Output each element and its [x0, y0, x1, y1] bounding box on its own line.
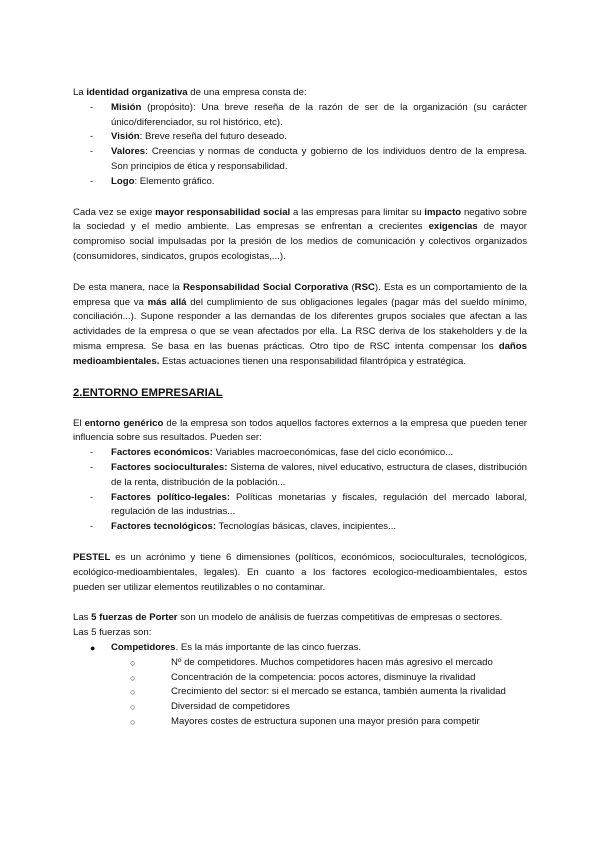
environment-paragraph — [73, 417, 527, 447]
sublist-text: Nº de competidores. Muchos competidores hacen más agresivo el mercado — [171, 656, 493, 668]
identity-list — [73, 101, 527, 190]
dash-bullet: - — [90, 521, 94, 533]
sublist-item — [73, 656, 527, 671]
list-text: : Elemento gráfico. — [134, 175, 215, 187]
dash-bullet: - — [90, 131, 94, 143]
list-item — [73, 520, 527, 535]
dash-bullet: - — [90, 447, 94, 459]
list-item — [73, 491, 527, 521]
bold-term: RSC — [354, 281, 375, 293]
text-span: del cumplimiento de sus obligaciones legales (pagar más del sueldo mínimo, conciliación...). Supone responder a las demandas de los diferentes grupos sociales que afectan a las actividades de la empresa o que se vean afectados por ella. La RSC deriva de los stakeholders y de la misma empresa. Se basa en las buenas prácticas. Otro tipo de RSC intenta compensar los — [73, 296, 528, 352]
text-span: ( — [348, 281, 355, 293]
dash-bullet: - — [90, 491, 94, 503]
competitors-sublist — [111, 656, 527, 730]
sublist-text: Crecimiento del sector: si el mercado se estanca, también aumenta la rivalidad — [171, 686, 506, 698]
bold-term: 5 fuerzas de Porter — [91, 612, 178, 624]
list-text: (propósito): Una breve reseña de la razón de ser de la organización (su carácter único/diferenciador, su rol histórico, etc). — [111, 101, 527, 128]
text-span: Estas actuaciones tienen una responsabilidad filantrópica y estratégica. — [159, 355, 467, 367]
bold-term: mayor responsabilidad social — [155, 206, 291, 218]
list-item — [73, 130, 527, 145]
text-span: Las — [73, 612, 92, 624]
list-text: Sistema de valores, nivel educativo, estructura de clases, distribución de la renta, distribución de la población... — [111, 461, 527, 488]
bold-term: daños medioambientales. — [73, 340, 527, 367]
porter-paragraph — [73, 611, 527, 641]
bold-term: Valores — [111, 146, 146, 158]
text-span: De esta manera, nace la — [73, 281, 183, 293]
circle-bullet-icon: ○ — [130, 672, 136, 683]
text-span: es un acrónimo y tiene 6 dimensiones (políticos, económicos, socioculturales, tecnológicos, ecológico-medioambientales, legales). En cuanto a los factores ecologico-medioambientales, estos pueden ser utilizar elementos reutilizables o no contaminar. — [73, 551, 527, 593]
sublist-text: Mayores costes de estructura suponen una mayor presión para competir — [171, 715, 480, 727]
bold-term: exigencias — [428, 221, 478, 233]
bold-term: Factores tecnológicos: — [111, 521, 217, 533]
circle-bullet-icon: ○ — [130, 687, 136, 698]
bold-term: Factores socioculturales: — [111, 461, 228, 473]
bold-term: Logo — [111, 175, 135, 187]
bold-term: PESTEL — [73, 551, 111, 563]
list-text: : Creencias y normas de conducta y gobierno de los individuos dentro de la empresa. Son principios de ética y responsabilidad. — [111, 146, 527, 172]
text-span: son un modelo de análisis de fuerzas competitivas de empresas o sectores. — [177, 612, 503, 624]
bold-term: Competidores — [111, 641, 176, 653]
bold-term: Misión — [111, 101, 142, 113]
list-text: : Breve reseña del futuro deseado. — [139, 131, 287, 143]
sublist-item — [73, 715, 527, 730]
bold-term: Factores político-legales: — [111, 491, 231, 503]
sublist-item — [73, 700, 527, 715]
bold-term: impacto — [424, 206, 462, 218]
text-span: negativo sobre la sociedad y el medio ambiente. Las empresas se enfrentan a crecientes — [73, 206, 527, 233]
list-text: Variables macroeconómicas, fase del ciclo económico... — [212, 447, 454, 459]
bold-term: más allá — [147, 296, 187, 308]
dash-bullet: - — [90, 175, 94, 187]
page-content — [73, 86, 527, 730]
csr-paragraph — [73, 206, 527, 265]
dash-bullet: - — [90, 461, 94, 473]
bold-term: Factores económicos: — [111, 447, 213, 459]
circle-bullet-icon: ○ — [130, 657, 136, 668]
text-span: de la empresa son todos aquellos factores externos a la empresa que pueden tener influencia sobre sus resultados. Pueden ser: — [73, 417, 527, 444]
sublist-item — [73, 671, 527, 686]
dash-bullet: - — [90, 146, 94, 158]
sublist-text: Diversidad de competidores — [171, 701, 290, 713]
circle-bullet-icon: ○ — [130, 702, 136, 713]
text-span: La — [73, 87, 87, 98]
list-item — [73, 461, 527, 491]
rsc-paragraph — [73, 281, 527, 370]
text-span: Las 5 fuerzas son: — [73, 627, 152, 639]
text-span: de una empresa consta de: — [187, 87, 307, 98]
list-item — [73, 101, 527, 131]
text-span: ). Esta es un comportamiento de la empresa que va — [73, 281, 527, 308]
bullet-icon: ● — [90, 642, 96, 653]
list-item — [73, 641, 527, 730]
circle-bullet-icon: ○ — [130, 716, 136, 727]
factors-list — [73, 446, 527, 535]
list-item — [73, 446, 527, 461]
list-text: Tecnologías básicas, claves, incipientes... — [216, 521, 397, 533]
list-text: . Es la más importante de las cinco fuerzas. — [175, 641, 362, 653]
text-span: de mayor compromiso social impulsadas por la presión de los medios de comunicación y colectivos organizados (consumidores, sindicatos, grupos ecologistas,...). — [73, 221, 527, 262]
text-span: Cada vez se exige — [73, 206, 156, 218]
bold-term: entorno genérico — [84, 417, 164, 429]
pestel-paragraph — [73, 551, 527, 595]
sublist-item — [73, 685, 527, 700]
text-span: a las empresas para limitar su — [290, 206, 425, 218]
identity-intro — [73, 86, 527, 101]
porter-list — [73, 641, 527, 730]
bold-term: Responsabilidad Social Corporativa — [182, 281, 349, 293]
bold-term: Visión — [111, 131, 140, 143]
sublist-text: Concentración de la competencia: pocos actores, disminuye la rivalidad — [171, 671, 476, 683]
section-heading: 2.ENTORNO EMPRESARIAL — [73, 386, 223, 399]
list-text: Políticas monetarias y fiscales, regulación del mercado laboral, regulación de las industrias... — [111, 491, 527, 518]
bold-term: identidad organizativa — [86, 87, 188, 98]
text-span: El — [73, 417, 85, 429]
list-item — [73, 145, 527, 175]
list-item — [73, 175, 527, 190]
dash-bullet: - — [90, 101, 94, 113]
